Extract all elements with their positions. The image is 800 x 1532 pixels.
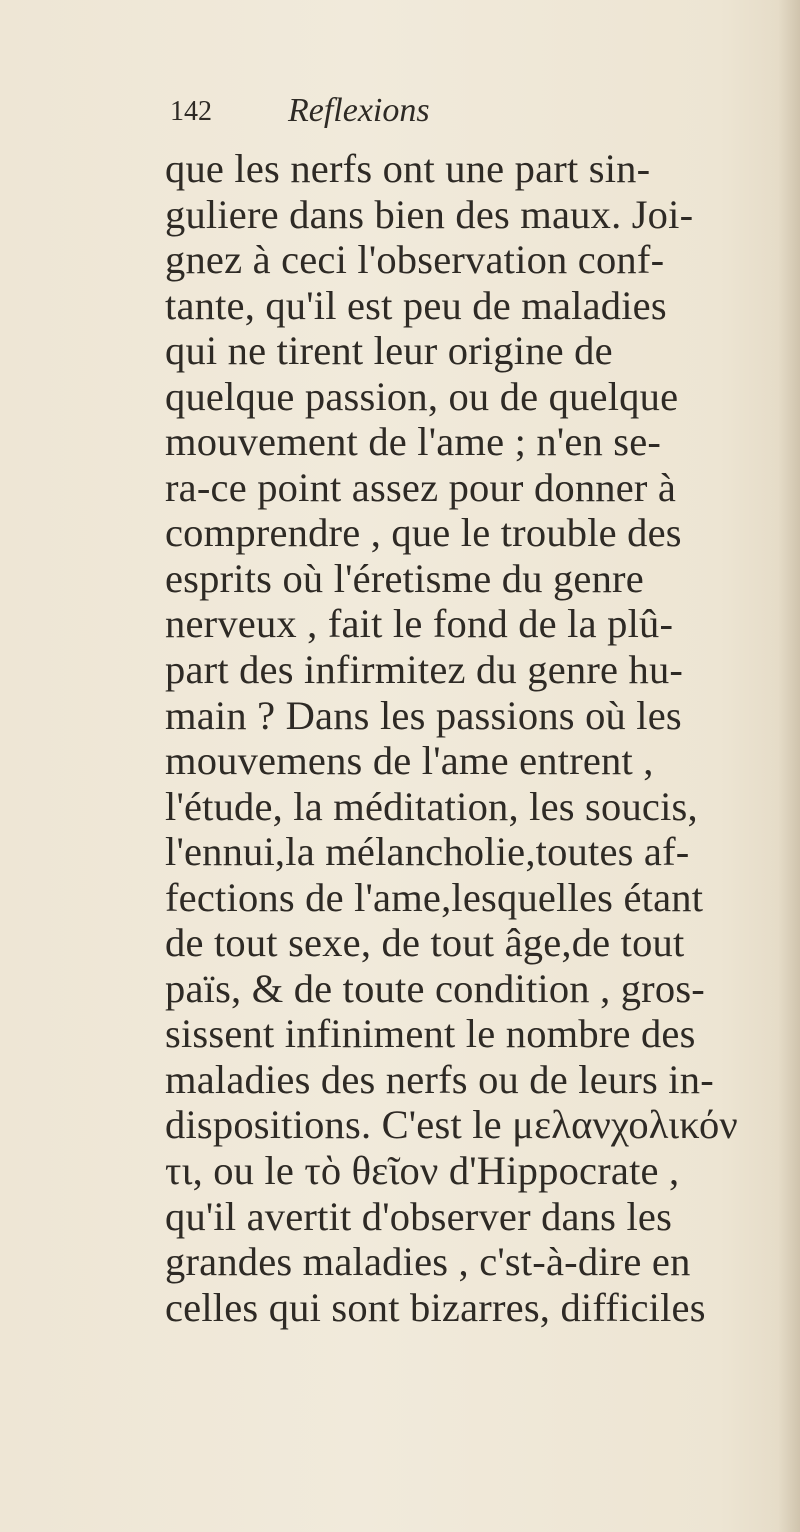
- text-line: main ? Dans les passions où les: [165, 692, 682, 738]
- text-line: esprits où l'éretisme du genre: [165, 555, 644, 601]
- text-line: sissent infiniment le nombre des: [165, 1011, 696, 1057]
- text-line: fections de l'ame,lesquelles étant: [165, 874, 704, 920]
- text-line: maladies des nerfs ou de leurs in-: [165, 1056, 714, 1102]
- page-edge-shadow: [778, 0, 800, 1532]
- text-line: l'étude, la méditation, les soucis,: [165, 783, 698, 829]
- text-line: l'ennui,la mélancholie,toutes af-: [165, 829, 690, 875]
- text-line: part des infirmitez du genre hu-: [165, 647, 684, 693]
- text-line: de tout sexe, de tout âge,de tout: [165, 920, 685, 966]
- text-line: guliere dans bien des maux. Joi-: [165, 191, 694, 237]
- text-line: qu'il avertit d'observer dans les: [165, 1193, 673, 1239]
- text-line: mouvement de l'ame ; n'en se-: [165, 419, 662, 465]
- text-line: ra-ce point assez pour donner à: [165, 464, 677, 510]
- text-line: païs, & de toute condition , gros-: [165, 965, 705, 1011]
- text-line: qui ne tirent leur origine de: [165, 328, 613, 374]
- page-number: 142: [170, 96, 212, 127]
- text-line: tante, qu'il est peu de maladies: [165, 282, 667, 328]
- text-line: que les nerfs ont une part sin-: [165, 146, 651, 191]
- text-line: celles qui sont bizarres, difficiles: [165, 1284, 706, 1330]
- text-line: gnez à ceci l'observation conf-: [165, 237, 665, 283]
- text-line: dispositions. C'est le μελανχολικόν: [165, 1102, 738, 1148]
- text-line: grandes maladies , c'st-à-dire en: [165, 1239, 691, 1285]
- text-line: quelque passion, ou de quelque: [165, 373, 679, 419]
- text-line: comprendre , que le trouble des: [165, 510, 682, 556]
- body-text: [165, 146, 770, 1330]
- text-line: nerveux , fait le fond de la plû-: [165, 601, 674, 647]
- running-head: Reflexions: [288, 92, 430, 129]
- text-line: τι, ou le τὸ θεῖον d'Hippocrate ,: [165, 1148, 680, 1194]
- text-line: mouvemens de l'ame entrent ,: [165, 738, 654, 784]
